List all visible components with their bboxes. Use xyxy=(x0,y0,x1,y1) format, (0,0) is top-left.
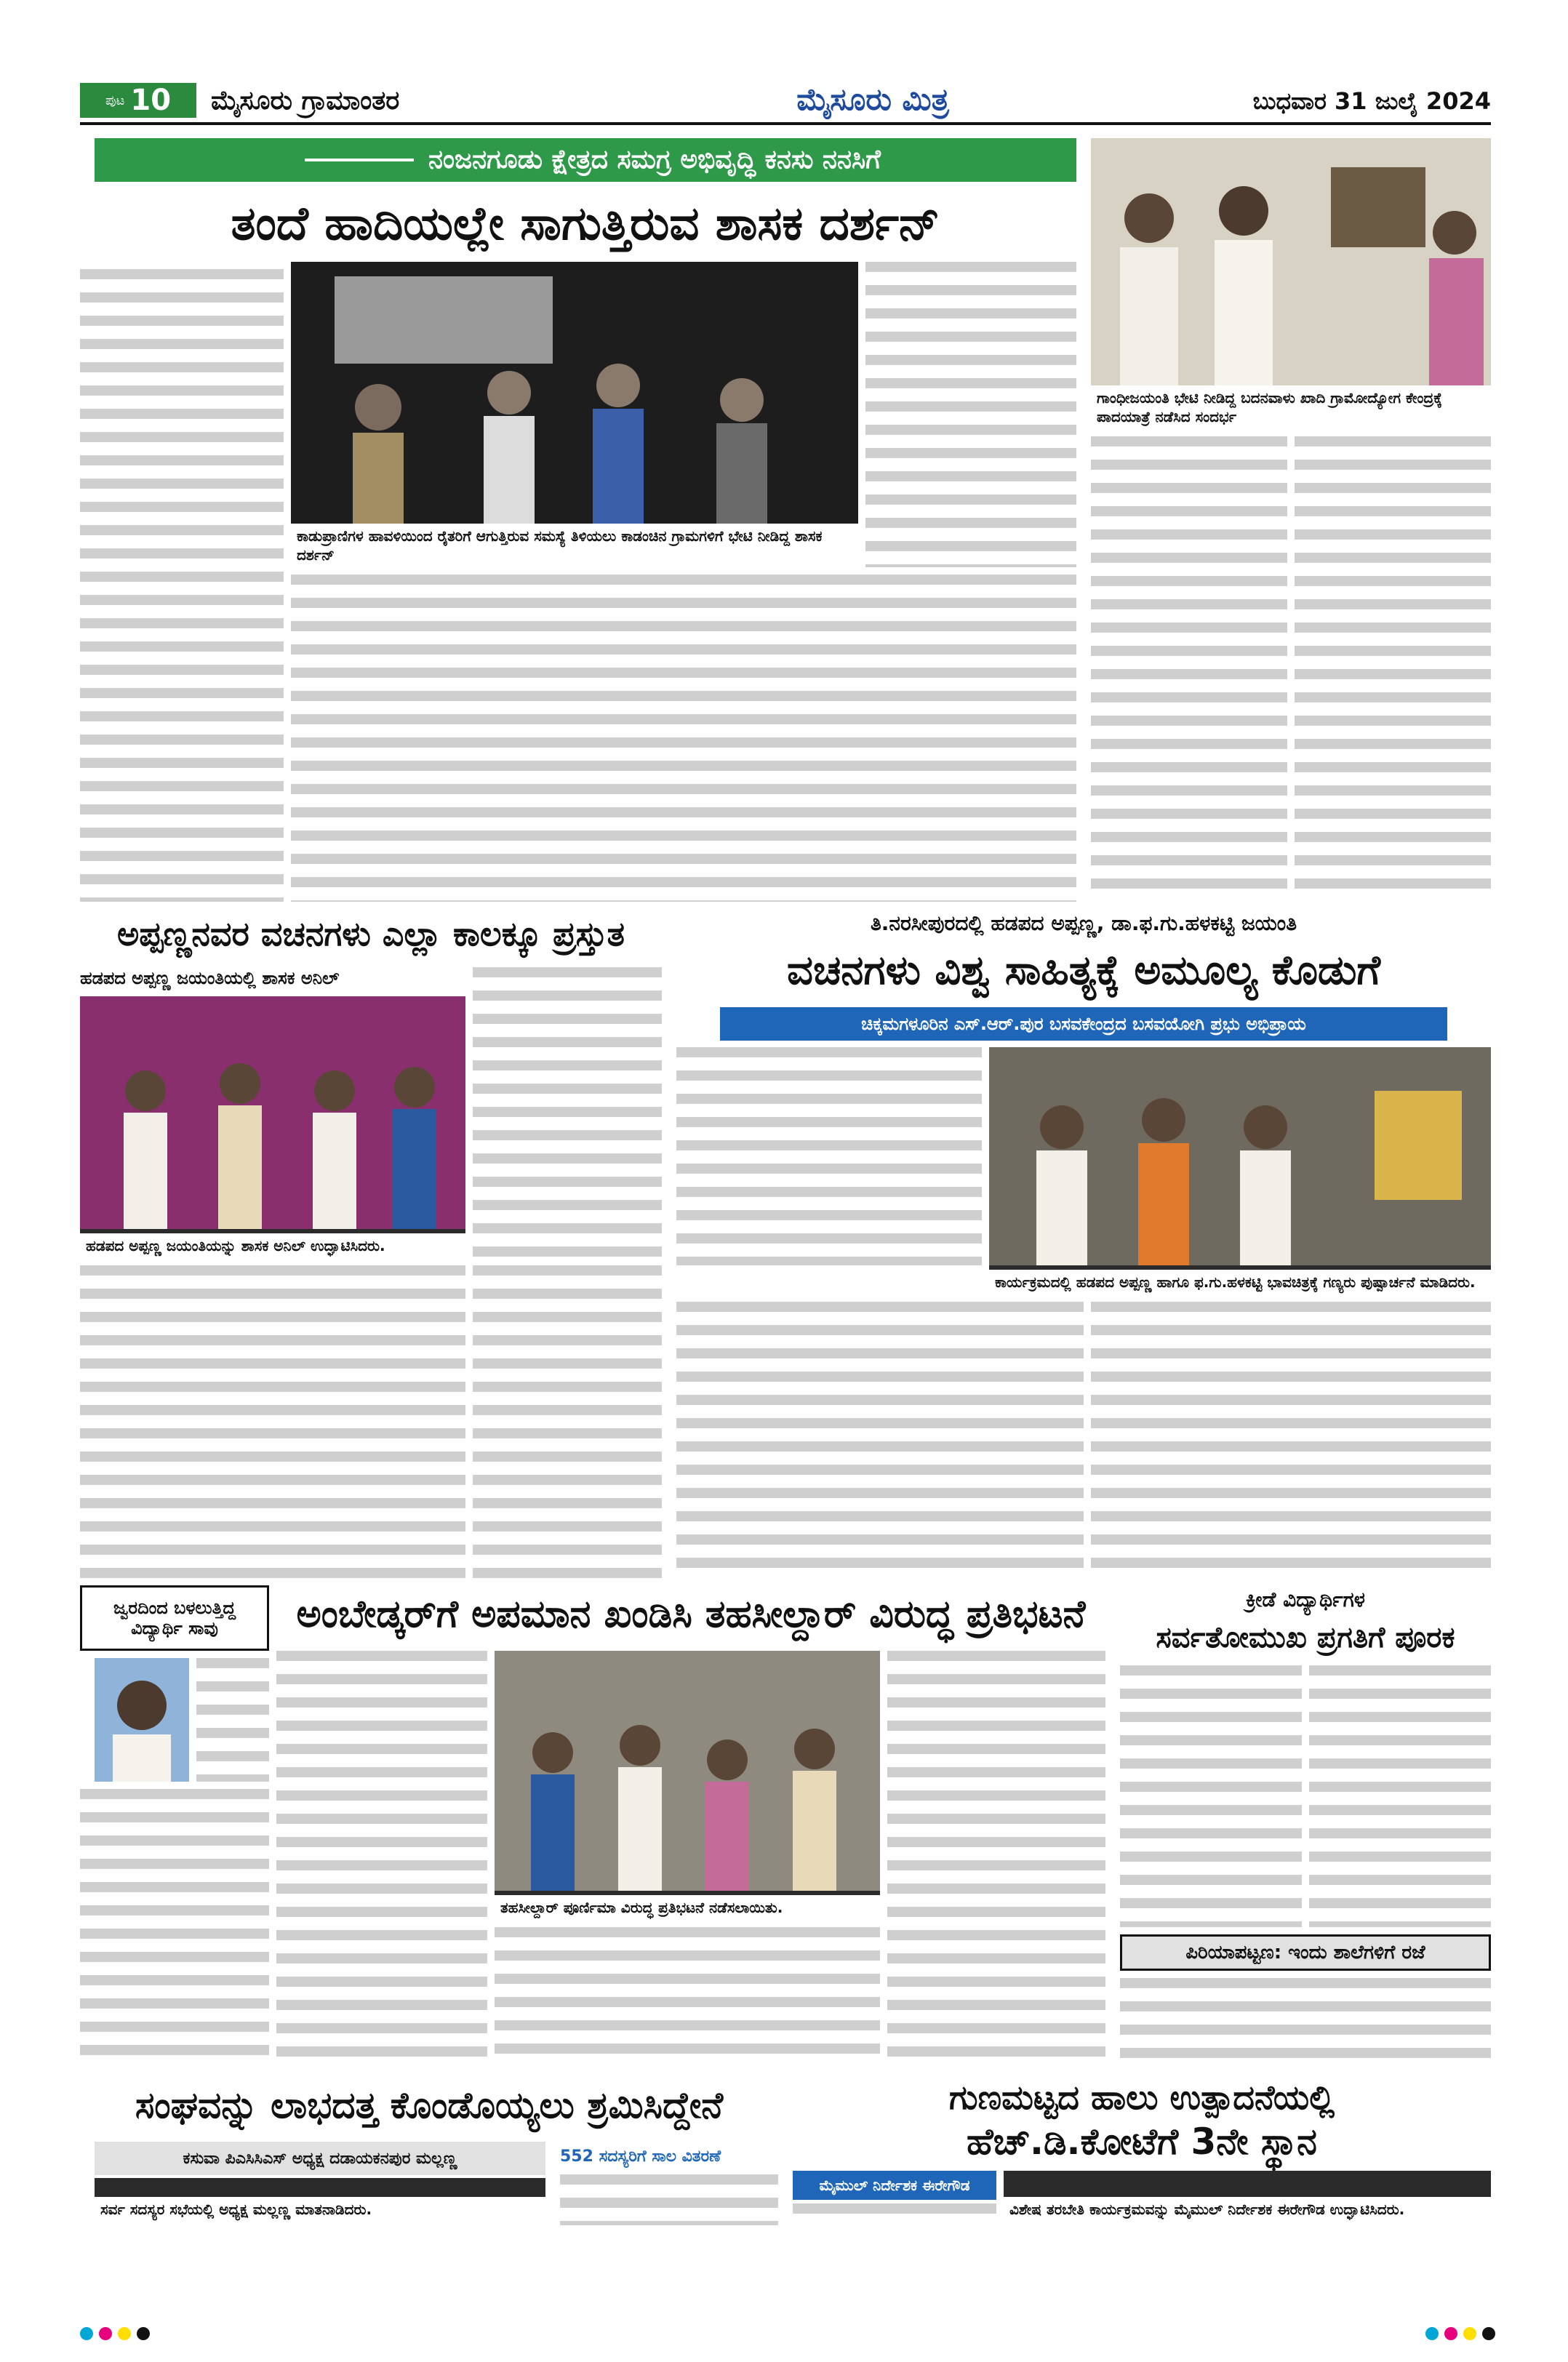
lead-photo-night-caption: ಕಾಡುಪ್ರಾಣಿಗಳ ಹಾವಳಿಯಿಂದ ರೈತರಿಗೆ ಆಗುತ್ತಿರುವ ಸಮಸ್ಯೆ ತಿಳಿಯಲು ಕಾಡಂಚಿನ ಗ್ರಾಮಗಳಿಗೆ ಭೇಟಿ ನೀಡಿದ್ದ ಶಾಸಕ ದರ್ಶನ್ xyxy=(291,524,858,567)
right-story-column-3 xyxy=(1091,1302,1491,1578)
left-story-headline: ಅಪ್ಪಣ್ಣನವರ ವಚನಗಳು ಎಲ್ಲಾ ಕಾಲಕ್ಕೂ ಪ್ರಸ್ತುತ xyxy=(116,914,625,953)
school-holiday-head: ಪಿರಿಯಾಪಟ್ಟಣ: ಇಂದು ಶಾಲೆಗಳಿಗೆ ರಜೆ xyxy=(1120,1934,1491,1971)
student-portrait-figure xyxy=(95,1658,189,1782)
student-column-side xyxy=(196,1658,269,1782)
masthead-logo: ಮೈಸೂರು ಮಿತ್ರ xyxy=(796,81,949,117)
black-dot xyxy=(137,2327,150,2340)
lead-photo-khadi xyxy=(1091,138,1491,429)
lead-kicker-bar xyxy=(95,138,1076,182)
yellow-dot xyxy=(1463,2327,1476,2340)
dairy-photo-caption: ವಿಶೇಷ ತರಬೇತಿ ಕಾರ್ಯಕ್ರಮವನ್ನು ಮೈಮುಲ್ ನಿರ್ದೇಶಕ ಈರೇಗೌಡ ಉದ್ಘಾಟಿಸಿದರು. xyxy=(1004,2197,1491,2222)
left-story-photo-figures xyxy=(80,996,465,1229)
lead-column-1 xyxy=(80,269,284,902)
left-story-subhead: ಹಡಪದ ಅಪ್ಪಣ್ಣ ಜಯಂತಿಯಲ್ಲಿ ಶಾಸಕ ಅನಿಲ್ xyxy=(80,968,340,988)
section-title: ಮೈಸೂರು ಗ್ರಾಮಾಂತರ xyxy=(211,86,400,116)
right-story-column-2 xyxy=(676,1302,1084,1578)
school-holiday-column xyxy=(1120,1978,1491,2065)
right-story-photo-caption: ಕಾರ್ಯಕ್ರಮದಲ್ಲಿ ಹಡಪದ ಅಪ್ಪಣ್ಣ ಹಾಗೂ ಫ.ಗು.ಹಳಕಟ್ಟಿ ಭಾವಚಿತ್ರಕ್ಕೆ ಗಣ್ಯರು ಪುಷ್ಪಾರ್ಚನೆ ಮಾಡಿದರು. xyxy=(989,1270,1491,1294)
protest-photo xyxy=(495,1651,880,1920)
page-number: 10 xyxy=(130,84,172,117)
lead-headline: ತಂದೆ ಹಾದಿಯಲ್ಲೇ ಸಾಗುತ್ತಿರುವ ಶಾಸಕ ದರ್ಶನ್ xyxy=(231,197,940,251)
protest-column-3 xyxy=(495,1927,880,2065)
left-story-photo xyxy=(80,996,465,1258)
sports-column-1 xyxy=(1120,1665,1302,1927)
protest-column-2 xyxy=(887,1651,1105,2065)
dairy-column xyxy=(793,2203,996,2225)
left-story-column-3 xyxy=(80,1265,465,1578)
lead-photo-night-figures xyxy=(291,262,858,538)
magenta-dot xyxy=(99,2327,112,2340)
pacs-photo-caption: ಸರ್ವ ಸದಸ್ಯರ ಸಭೆಯಲ್ಲಿ ಅಧ್ಯಕ್ಷ ಮಲ್ಲಣ್ಣ ಮಾತನಾಡಿದರು. xyxy=(95,2197,545,2222)
registration-dots-left xyxy=(80,2327,150,2340)
left-story-column-4 xyxy=(473,1265,662,1578)
lead-column-3 xyxy=(865,262,1076,567)
student-death-box: ಜ್ವರದಿಂದ ಬಳಲುತ್ತಿದ್ದ ವಿದ್ಯಾರ್ಥಿ ಸಾವು xyxy=(80,1585,269,1651)
yellow-dot xyxy=(118,2327,131,2340)
protest-headline: ಅಂಬೇಡ್ಕರ್‌ಗೆ ಅಪಮಾನ ಖಂಡಿಸಿ ತಹಸೀಲ್ದಾರ್ ವಿರುದ್ಧ ಪ್ರತಿಭಟನೆ xyxy=(296,1592,1086,1636)
lead-photo-khadi-figures xyxy=(1091,138,1491,385)
registration-dots-right xyxy=(1425,2327,1495,2340)
right-story-column-1 xyxy=(676,1047,982,1265)
right-story-photo xyxy=(989,1047,1491,1294)
kicker-dash-left xyxy=(305,159,414,161)
lead-kicker: ನಂಜನಗೂಡು ಕ್ಷೇತ್ರದ ಸಮಗ್ರ ಅಭಿವೃದ್ಧಿ ಕನಸು ನನಸಿಗೆ xyxy=(428,145,881,175)
magenta-dot xyxy=(1444,2327,1457,2340)
student-portrait xyxy=(95,1658,189,1782)
black-dot xyxy=(1482,2327,1495,2340)
protest-column-1 xyxy=(276,1651,487,2065)
lead-column-bottom xyxy=(291,575,1076,902)
sports-headline: ಸರ್ವತೋಮುಖ ಪ್ರಗತಿಗೆ ಪೂರಕ xyxy=(1156,1621,1455,1654)
page-number-badge xyxy=(80,83,196,118)
sports-column-2 xyxy=(1309,1665,1491,1927)
pacs-column-side xyxy=(560,2174,778,2225)
cyan-dot xyxy=(80,2327,93,2340)
protest-photo-caption: ತಹಸೀಲ್ದಾರ್ ಪೂರ್ಣಿಮಾ ವಿರುದ್ಧ ಪ್ರತಿಭಟನೆ ನಡೆಸಲಾಯಿತು. xyxy=(495,1895,880,1920)
pacs-loan-head: 552 ಸದಸ್ಯರಿಗೆ ಸಾಲ ವಿತರಣೆ xyxy=(560,2147,721,2166)
pacs-photo xyxy=(95,2178,545,2222)
dairy-strip: ಮೈಮುಲ್ ನಿರ್ದೇಶಕ ಈರೇಗೌಡ xyxy=(793,2171,996,2200)
left-story-column-2 xyxy=(473,967,662,1258)
issue-date: ಬುಧವಾರ 31 ಜುಲೈ 2024 xyxy=(1252,87,1491,115)
right-story-strip: ಚಿಕ್ಕಮಗಳೂರಿನ ಎಸ್.ಆರ್.ಪುರ ಬಸವಕೇಂದ್ರದ ಬಸವಯೋಗಿ ಪ್ರಭು ಅಭಿಪ್ರಾಯ xyxy=(720,1007,1447,1041)
pacs-headline: ಸಂಘವನ್ನು ಲಾಭದತ್ತ ಕೊಂಡೊಯ್ಯಲು ಶ್ರಮಿಸಿದ್ದೇನೆ xyxy=(135,2083,724,2126)
page-label: ಪುಟ xyxy=(105,92,125,108)
student-column xyxy=(80,1789,269,2065)
lead-photo-night-visit xyxy=(291,262,858,567)
pacs-subhead: ಕಸುವಾ ಪಿಎಸಿಸಿಎಸ್ ಅಧ್ಯಕ್ಷ ದಡಾಯಕನಪುರ ಮಲ್ಲಣ್ಣ xyxy=(95,2142,545,2175)
lead-column-5 xyxy=(1295,436,1491,902)
dairy-headline-2: ಹೆಚ್.ಡಿ.ಕೋಟೆಗೆ 3ನೇ ಸ್ಥಾನ xyxy=(967,2120,1317,2163)
lead-column-4 xyxy=(1091,436,1287,902)
left-story-photo-caption: ಹಡಪದ ಅಪ್ಪಣ್ಣ ಜಯಂತಿಯನ್ನು ಶಾಸಕ ಅನಿಲ್ ಉದ್ಘಾಟಿಸಿದರು. xyxy=(80,1233,465,1258)
right-story-photo-figures xyxy=(989,1047,1491,1265)
header-rule xyxy=(80,122,1491,125)
right-story-headline: ವಚನಗಳು ವಿಶ್ವ ಸಾಹಿತ್ಯಕ್ಕೆ ಅಮೂಲ್ಯ ಕೊಡುಗೆ xyxy=(787,947,1380,994)
sports-kicker: ಕ್ರೀಡೆ ವಿದ್ಯಾರ್ಥಿಗಳ xyxy=(1246,1588,1365,1612)
dairy-photo xyxy=(1004,2171,1491,2222)
right-story-kicker: ತಿ.ನರಸೀಪುರದಲ್ಲಿ ಹಡಪದ ಅಪ್ಪಣ್ಣ, ಡಾ.ಫ.ಗು.ಹಳಕಟ್ಟಿ ಜಯಂತಿ xyxy=(870,911,1297,935)
dairy-headline-1: ಗುಣಮಟ್ಟದ ಹಾಲು ಉತ್ಪಾದನೆಯಲ್ಲಿ xyxy=(949,2078,1335,2117)
lead-photo-khadi-caption: ಗಾಂಧೀಜಯಂತಿ ಭೇಟಿ ನೀಡಿದ್ದ ಬದನವಾಳು ಖಾದಿ ಗ್ರಾಮೋದ್ಯೋಗ ಕೇಂದ್ರಕ್ಕೆ ಪಾದಯಾತ್ರೆ ನಡೆಸಿದ ಸಂದರ್ಭ xyxy=(1091,385,1491,429)
protest-photo-figures xyxy=(495,1651,880,1891)
cyan-dot xyxy=(1425,2327,1439,2340)
